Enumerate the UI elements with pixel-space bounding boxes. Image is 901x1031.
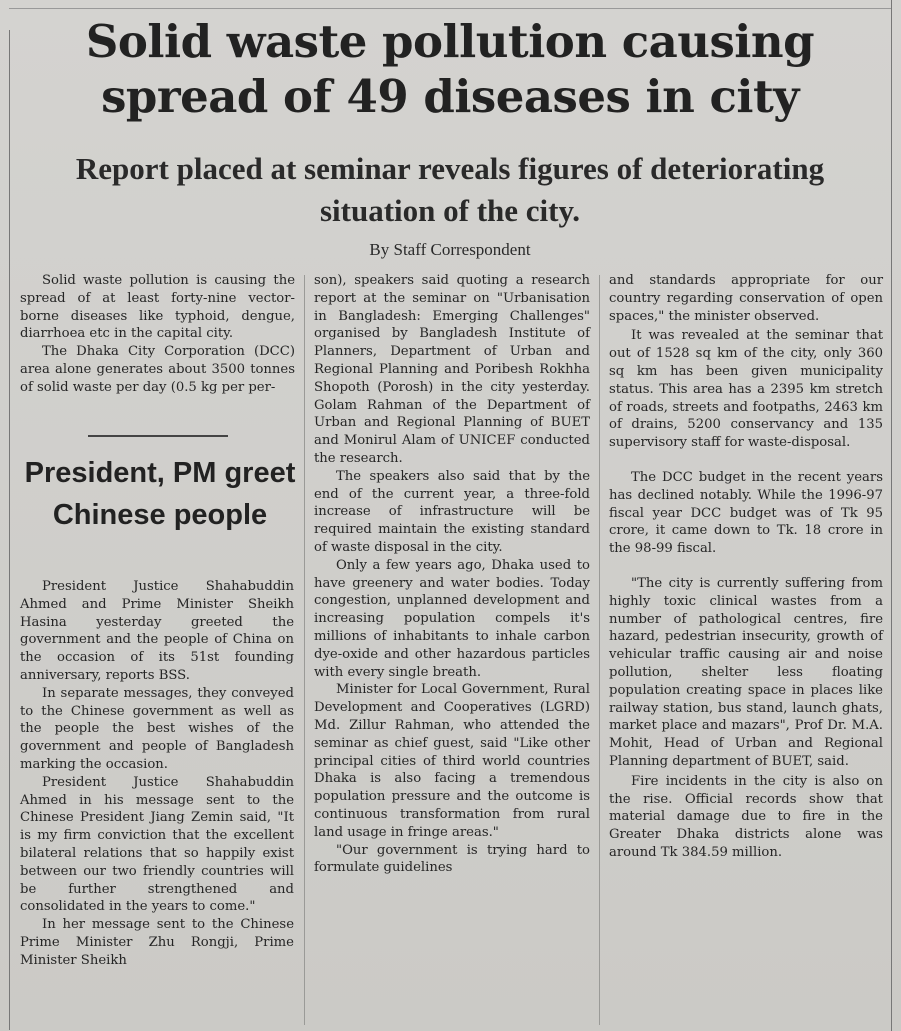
sidebar-story-body xyxy=(20,578,294,970)
sidebar-story-headline: President, PM greet Chinese people xyxy=(24,457,296,531)
column-separator xyxy=(599,275,600,1025)
column-separator xyxy=(304,275,305,1025)
article-paragraph: The Dhaka City Corporation (DCC) area alone generates about 3500 tonnes of solid waste per day (0.5 kg per per- xyxy=(20,344,295,395)
article-subheadline: Report placed at seminar reveals figures of deteriorating situation of the city. xyxy=(75,151,825,228)
article-paragraph: The DCC budget in the recent years has declined notably. While the 1996-97 fiscal year DCC budget was of Tk 95 crore, it came down to Tk. 18 crore in the 98-99 fiscal. xyxy=(609,469,883,557)
article-paragraph: and standards appropriate for our country regarding conservation of open spaces," the minister observed. xyxy=(609,273,883,324)
article-paragraph: "The city is currently suffering from highly toxic clinical wastes from a number of pathological centres, fire hazard, pedestrian insecurity, growth of vehicular traffic causing air and noise pollution, shelter less floating population creating space in places like railway station, bus stand, launch ghats, market place and mazars", Prof Dr. M.A. Mohit, Head of Urban and Regional Planning department of BUET, said. xyxy=(609,575,883,769)
article-paragraph: The speakers also said that by the end of the current year, a three-fold increase of infrastructure will be required maintain the existing standard of waste disposal in the city. xyxy=(314,468,590,555)
sidebar-paragraph: In her message sent to the Chinese Prime Minister Zhu Rongji, Prime Minister Sheikh xyxy=(20,917,294,968)
right-column-rule xyxy=(891,0,892,1031)
sidebar-paragraph: President Justice Shahabuddin Ahmed and Prime Minister Sheikh Hasina yesterday greeted the government and the people of China on the occasion of its 51st founding anniversary, reports BSS. xyxy=(20,579,294,683)
article-paragraph: It was revealed at the seminar that out of 1528 sq km of the city, only 360 sq km has been given municipality status. This area has a 2395 km stretch of roads, streets and footpaths, 2463 km of drains, 5200 conservancy and 135 supervisory staff for waste-disposal. xyxy=(609,328,883,451)
article-column-2 xyxy=(314,272,590,877)
article-paragraph: "Our government is trying hard to formulate guidelines xyxy=(314,842,590,876)
article-paragraph: Fire incidents in the city is also on the rise. Official records show that material damage due to fire in the Greater Dhaka districts alone was around Tk 384.59 million. xyxy=(609,773,883,860)
left-column-rule xyxy=(9,30,10,1030)
story-divider xyxy=(88,435,228,437)
article-column-3 xyxy=(609,272,883,862)
article-headline: Solid waste pollution causing spread of 49 diseases in city xyxy=(85,15,815,123)
top-rule xyxy=(9,8,891,9)
article-paragraph: Minister for Local Government, Rural Development and Cooperatives (LGRD) Md. Zillur Rahman, who attended the seminar as chief guest, said "Like other principal cities of third world countries Dhaka is also facing a tremendous population pressure and the outcome is continuous transformation from rural land usage in fringe areas." xyxy=(314,682,590,840)
article-paragraph: son), speakers said quoting a research report at the seminar on "Urbanisation in Bangladesh: Emerging Challenges" organised by Bangladesh Institute of Planners, Department of Urban and Regional Planning and Poribesh Rokhha Shopoth (Porosh) in the city yesterday. Golam Rahman of the Department of Urban and Regional Planning of BUET and Monirul Alam of UNICEF conducted the research. xyxy=(314,273,590,466)
article-paragraph: Only a few years ago, Dhaka used to have greenery and water bodies. Today congestion, unplanned development and increasing population compels it's millions of inhabitants to inhale carbon dye-oxide and other hazardous particles with every single breath. xyxy=(314,557,590,680)
sidebar-paragraph: In separate messages, they conveyed to the Chinese government as well as the people the best wishes of the government and people of Bangladesh marking the occasion. xyxy=(20,685,294,772)
article-byline: By Staff Correspondent xyxy=(369,240,531,259)
sidebar-paragraph: President Justice Shahabuddin Ahmed in his message sent to the Chinese President Jiang Zemin said, "It is my firm conviction that the excellent bilateral relations that so happily exist between our two friendly countries will be further strengthened and consolidated in the years to come." xyxy=(20,774,294,915)
article-paragraph: Solid waste pollution is causing the spread of at least forty-nine vector-borne diseases like typhoid, dengue, diarrhoea etc in the capital city. xyxy=(20,273,295,342)
article-column-1 xyxy=(20,272,295,397)
